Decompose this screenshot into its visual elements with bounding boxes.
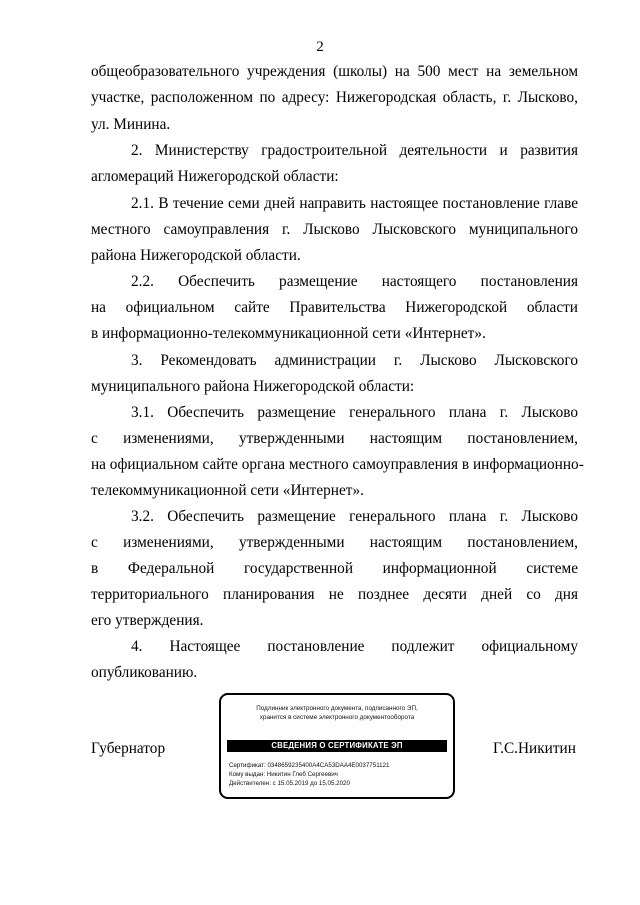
stamp-certificate: Сертификат: 0348659235400A4CA53DAA4E0037751121	[229, 762, 390, 769]
text-line: района Нижегородской области.	[91, 247, 301, 264]
text-line: территориального планирования не позднее десяти дней со дня	[91, 586, 578, 603]
text-line: с изменениями, утвержденными настоящим постановлением,	[91, 430, 578, 447]
text-line: в Федеральной государственной информационной системе	[91, 560, 578, 577]
electronic-signature-stamp	[219, 693, 455, 799]
signatory-position: Губернатор	[91, 740, 166, 757]
text-line: в информационно-телекоммуникационной сети «Интернет».	[91, 325, 486, 342]
text-line: 3.2. Обеспечить размещение генерального плана г. Лысково	[131, 508, 578, 525]
text-line: телекоммуникационной сети «Интернет».	[91, 482, 364, 499]
text-line: на официальном сайте органа местного самоуправления в информационно-	[91, 456, 584, 473]
stamp-note-line: хранится в системе электронного документооборота	[259, 714, 415, 721]
signatory-name: Г.С.Никитин	[493, 740, 576, 757]
text-line: общеобразовательного учреждения (школы) на 500 мест на земельном	[91, 63, 578, 80]
text-line: 4. Настоящее постановление подлежит официальному	[131, 638, 578, 655]
text-line: 2.2. Обеспечить размещение настоящего постановления	[131, 273, 578, 290]
page-number: 2	[316, 39, 324, 55]
stamp-note	[221, 704, 453, 722]
text-line: местного самоуправления г. Лысково Лысковского муниципального	[91, 221, 578, 238]
stamp-issued-to: Кому выдан: Никитин Глеб Сергеевич	[229, 771, 338, 778]
text-line: с изменениями, утвержденными настоящим постановлением,	[91, 534, 578, 551]
text-line: его утверждения.	[91, 612, 204, 629]
text-line: 2.1. В течение семи дней направить настоящее постановление главе	[131, 195, 578, 212]
text-line: агломераций Нижегородской области:	[91, 168, 339, 185]
text-line: ул. Минина.	[91, 116, 171, 133]
text-line: на официальном сайте Правительства Нижегородской области	[91, 299, 578, 316]
text-line: участке, расположенном по адресу: Нижегородская область, г. Лысково,	[91, 89, 578, 106]
text-line: 3.1. Обеспечить размещение генерального плана г. Лысково	[131, 404, 578, 421]
stamp-header: СВЕДЕНИЯ О СЕРТИФИКАТЕ ЭП	[227, 740, 447, 752]
stamp-note-line: Подлинник электронного документа, подписанного ЭП,	[256, 705, 418, 712]
text-line: муниципального района Нижегородской области:	[91, 378, 415, 395]
text-line: опубликованию.	[91, 664, 198, 681]
text-line: 2. Министерству градостроительной деятельности и развития	[131, 142, 578, 159]
text-line: 3. Рекомендовать администрации г. Лысково Лысковского	[131, 352, 578, 369]
stamp-validity: Действителен: с 15.05.2019 до 15.05.2020	[229, 780, 350, 787]
